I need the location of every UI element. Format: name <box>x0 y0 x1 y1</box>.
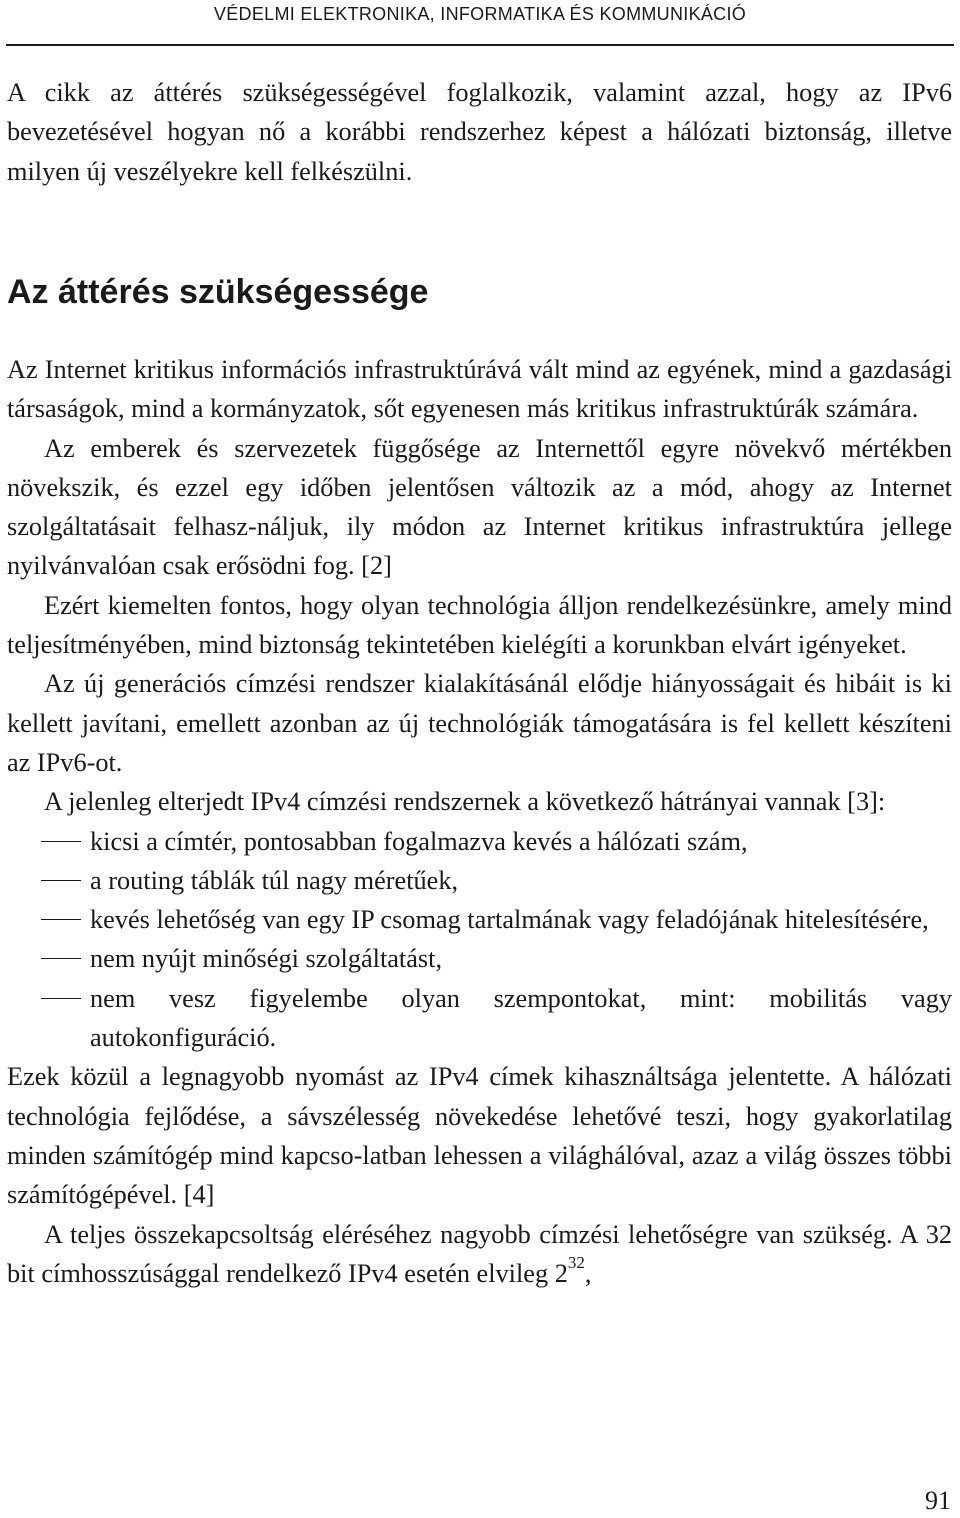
intro-block <box>7 73 952 191</box>
dash-marker <box>41 958 81 959</box>
intro-paragraph: A cikk az áttérés szükségességével foglalkozik, valamint azzal, hogy az IPv6 bevezetésével hogyan nő a korábbi rendszerhez képest a hálózati biztonság, illetve milyen új veszélyekre kell felkészülni. <box>7 78 952 186</box>
dash-marker <box>41 919 81 920</box>
list-item <box>7 900 952 939</box>
list-item-text: kevés lehetőség van egy IP csomag tartalmának vagy feladójának hitelesítésére, <box>90 905 929 935</box>
section-body <box>7 350 952 1293</box>
paragraph-2: Az emberek és szervezetek függősége az Internettől egyre növekvő mértékben növekszik, és ezzel egy időben jelentősen változik az a mód, ahogy az Internet szolgáltatásait felhasz-náljuk, ily módon az Internet kritikus infrastruktúra jellege nyilvánvalóan csak erősödni fog. [2] <box>7 433 952 581</box>
paragraph-3: Ezért kiemelten fontos, hogy olyan technológia álljon rendelkezésünkre, amely mind teljesítményében, mind biztonság tekintetében kielégíti a korunkban elvárt igényeket. <box>7 590 952 660</box>
dash-marker <box>41 998 81 999</box>
header-rule <box>6 44 954 46</box>
list-item <box>7 822 952 861</box>
disadvantages-list <box>7 822 952 1058</box>
exponent: 32 <box>567 1253 585 1273</box>
list-item <box>7 979 952 1058</box>
list-item-text: nem nyújt minőségi szolgáltatást, <box>90 944 443 974</box>
dash-marker <box>41 880 81 881</box>
list-item <box>7 861 952 900</box>
paragraph-7-tail: , <box>584 1258 592 1288</box>
list-item-text: a routing táblák túl nagy méretűek, <box>90 865 459 895</box>
dash-marker <box>41 841 81 842</box>
list-item-text: kicsi a címtér, pontosabban fogalmazva kevés a hálózati szám, <box>90 826 748 856</box>
paragraph-1: Az Internet kritikus információs infrastruktúrává vált mind az egyének, mind a gazdasági társaságok, mind a kormányzatok, sőt egyenesen más kritikus infrastruktúrák számára. <box>7 355 952 424</box>
paragraph-5: A jelenleg elterjedt IPv4 címzési rendszernek a következő hátrányai vannak [3]: <box>44 787 886 817</box>
paragraph-4: Az új generációs címzési rendszer kialakításánál elődje hiányosságait és hibáit is ki kellett javítani, emellett azonban az új technológiák támogatására is fel kellett készíteni az IPv6-ot. <box>7 669 952 777</box>
list-item-text: nem vesz figyelembe olyan szempontokat, mint: mobilitás vagy autokonfiguráció. <box>90 983 952 1053</box>
paragraph-6: Ezek közül a legnagyobb nyomást az IPv4 címek kihasználtsága jelentette. A hálózati technológia fejlődése, a sávszélesség növekedése lehetővé teszi, hogy gyakorlatilag minden számítógép mind kapcso-latban lehessen a világhálóval, azaz a világ összes többi számítógépével. [4] <box>7 1062 952 1210</box>
list-item <box>7 939 952 978</box>
paragraph-7-text: A teljes összekapcsoltság eléréséhez nagyobb címzési lehetőségre van szükség. A 32 bit címhosszúsággal rendelkező IPv4 esetén elvileg 2 <box>7 1219 952 1288</box>
page-number: 91 <box>925 1486 951 1515</box>
paragraph-7 <box>7 1215 952 1294</box>
running-header: VÉDELMI ELEKTRONIKA, INFORMATIKA ÉS KOMMUNIKÁCIÓ <box>213 4 747 24</box>
section-heading: Az áttérés szükségessége <box>7 273 429 311</box>
